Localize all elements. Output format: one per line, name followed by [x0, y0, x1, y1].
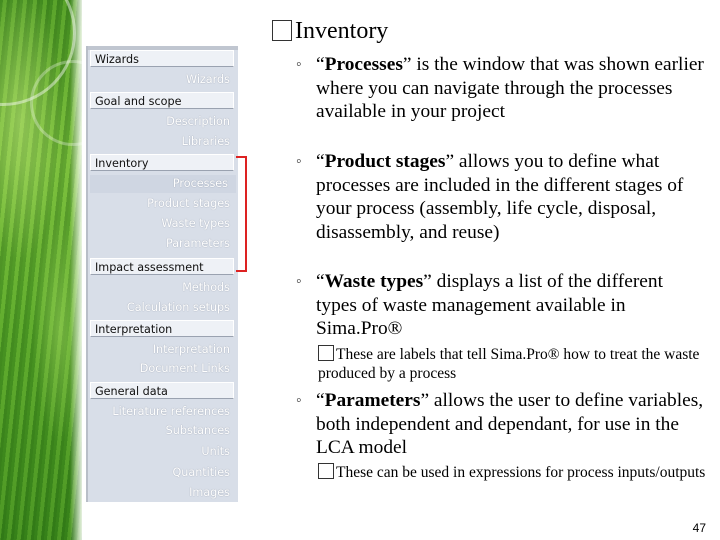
- nav-item-parameters[interactable]: Parameters: [165, 237, 230, 250]
- nav-item-methods[interactable]: Methods: [182, 281, 230, 294]
- section-header-interpretation[interactable]: Interpretation: [90, 320, 234, 337]
- bullet-circle-icon: ◦: [296, 56, 302, 73]
- bullet-processes: [316, 53, 706, 124]
- term-waste-types: Waste types: [324, 271, 424, 292]
- nav-item-document-links[interactable]: Document Links: [139, 362, 230, 375]
- section-header-general-data[interactable]: General data: [90, 382, 234, 399]
- bullet-text: ” allows you to define what processes are included in the different stages of your process (assembly, life cycle, disposal, disassembly, and reuse): [316, 151, 684, 243]
- quote-open: “: [316, 390, 325, 411]
- bullet-box-icon: [318, 463, 334, 479]
- nav-item-quantities[interactable]: Quantities: [172, 466, 230, 479]
- nav-item-wizards[interactable]: Wizards: [186, 73, 230, 86]
- nav-item-description[interactable]: Description: [166, 115, 230, 128]
- bullet-box-icon: [272, 20, 292, 41]
- slide-title: [272, 18, 388, 45]
- term-product-stages: Product stages: [324, 151, 446, 172]
- bullet-product-stages: [316, 150, 706, 244]
- sub-bullet-waste: [318, 345, 708, 383]
- sub-bullet-text: These are labels that tell Sima.Pro® how to treat the waste produced by a process: [318, 346, 700, 382]
- bullet-waste-types: [316, 270, 706, 341]
- quote-open: “: [316, 151, 325, 172]
- section-header-inventory[interactable]: Inventory: [90, 154, 234, 171]
- term-processes: Processes: [324, 54, 403, 75]
- term-parameters: Parameters: [324, 390, 421, 411]
- quote-open: “: [316, 271, 325, 292]
- nav-item-waste-types[interactable]: Waste types: [161, 217, 230, 230]
- quote-open: “: [316, 54, 325, 75]
- bullet-circle-icon: ◦: [296, 153, 302, 170]
- nav-item-processes[interactable]: Processes: [90, 175, 236, 193]
- grass-fade: [70, 0, 84, 540]
- bullet-text: ” allows the user to define variables, both independent and dependant, for use in the LCA model: [316, 390, 704, 459]
- bullet-text: ” displays a list of the different types of waste management available in Sima.Pro®: [316, 271, 663, 340]
- nav-item-product-stages[interactable]: Product stages: [147, 197, 230, 210]
- nav-item-libraries[interactable]: Libraries: [181, 135, 230, 148]
- bullet-parameters: [316, 389, 706, 460]
- nav-item-calculation-setups[interactable]: Calculation setups: [126, 301, 230, 314]
- nav-item-interpretation[interactable]: Interpretation: [152, 343, 230, 356]
- section-header-goal-and-scope[interactable]: Goal and scope: [90, 92, 234, 109]
- sub-bullet-parameters: [318, 463, 708, 482]
- nav-item-images[interactable]: Images: [189, 486, 230, 499]
- sub-bullet-text: These can be used in expressions for process inputs/outputs: [336, 464, 706, 481]
- bullet-box-icon: [318, 345, 334, 361]
- bullet-text: ” is the window that was shown earlier where you can navigate through the processes available in your project: [316, 54, 704, 123]
- bullet-circle-icon: ◦: [296, 392, 302, 409]
- highlight-bracket: [236, 156, 247, 272]
- section-header-impact-assessment[interactable]: Impact assessment: [90, 258, 234, 275]
- section-header-wizards[interactable]: Wizards: [90, 50, 234, 67]
- bullet-circle-icon: ◦: [296, 273, 302, 290]
- nav-item-literature-references[interactable]: Literature references: [112, 405, 230, 418]
- nav-item-units[interactable]: Units: [201, 445, 230, 458]
- slide-title-text: Inventory: [295, 18, 389, 44]
- nav-item-substances[interactable]: Substances: [165, 424, 230, 437]
- page-number: 47: [692, 521, 706, 535]
- simapro-navigator-panel: [86, 46, 238, 502]
